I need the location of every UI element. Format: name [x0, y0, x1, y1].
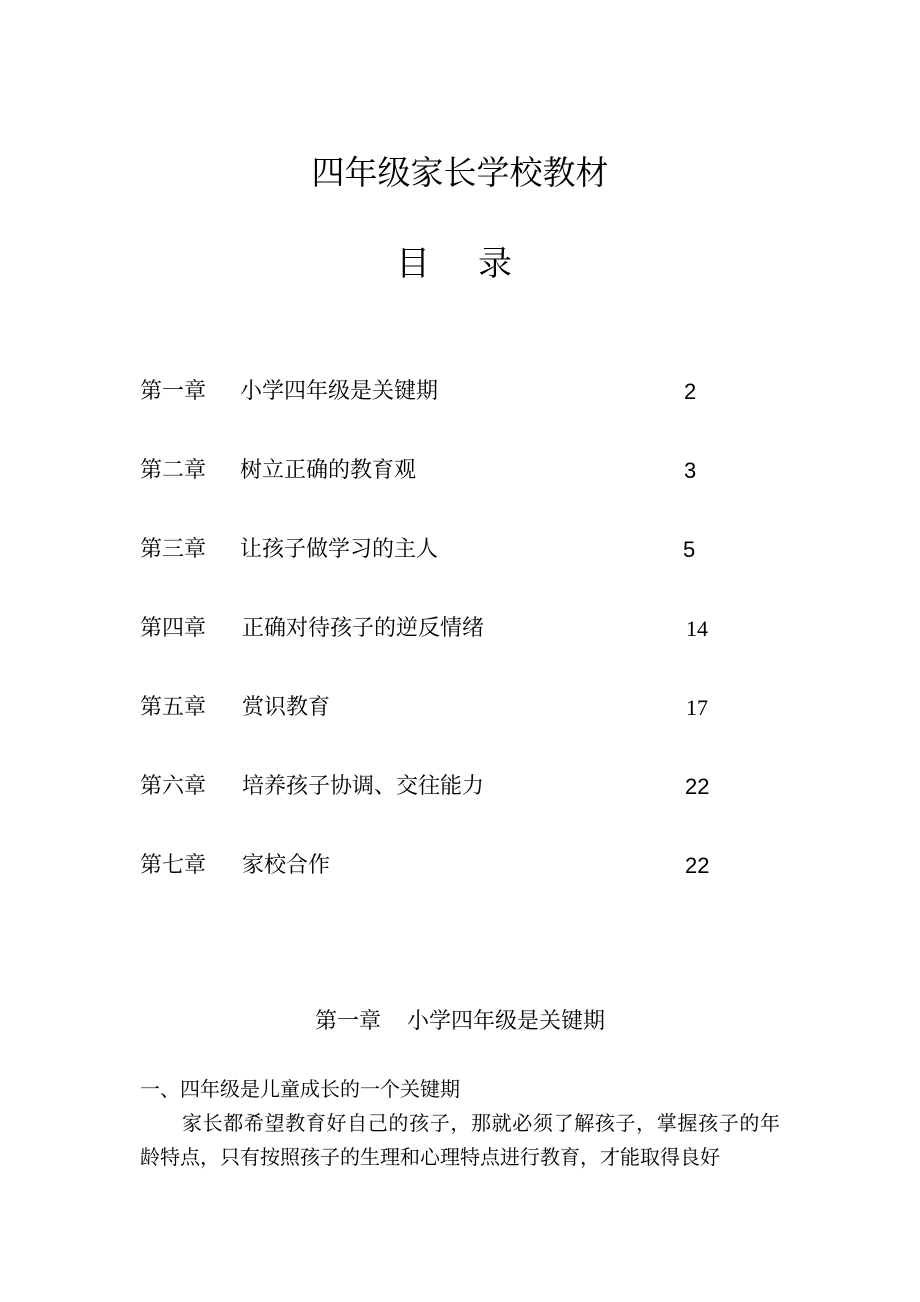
- toc-chapter-name: 让孩子做学习的主人: [240, 537, 439, 562]
- toc-entry-7[interactable]: [140, 848, 740, 927]
- toc-entry-6[interactable]: [140, 769, 740, 848]
- toc-chapter-label: 第五章: [140, 695, 207, 720]
- toc-heading: [0, 241, 920, 287]
- toc-chapter-name: 树立正确的教育观: [240, 458, 417, 483]
- toc-page-number: 17: [686, 695, 708, 720]
- section-heading: 一、四年级是儿童成长的一个关键期: [140, 1077, 460, 1101]
- toc-chapter-name: 小学四年级是关键期: [240, 379, 439, 404]
- table-of-contents: [140, 374, 740, 927]
- toc-heading-right: 录: [478, 244, 524, 284]
- toc-page-number: 22: [685, 853, 710, 878]
- toc-entry-5[interactable]: [140, 690, 740, 769]
- toc-chapter-name: 赏识教育: [242, 695, 331, 720]
- toc-chapter-label: 第七章: [140, 853, 207, 878]
- toc-page-number: 2: [684, 379, 697, 404]
- toc-heading-left: 目: [396, 244, 442, 284]
- toc-chapter-name: 正确对待孩子的逆反情绪: [242, 616, 485, 641]
- chapter-heading: [0, 1004, 920, 1040]
- toc-page-number: 3: [684, 458, 697, 483]
- toc-chapter-name: 培养孩子协调、交往能力: [242, 774, 485, 799]
- chapter-heading-label: 第一章: [314, 1009, 381, 1034]
- toc-chapter-label: 第四章: [140, 616, 207, 641]
- toc-chapter-label: 第三章: [140, 537, 207, 562]
- toc-entry-2[interactable]: [140, 453, 740, 532]
- toc-chapter-label: 第一章: [140, 379, 207, 404]
- toc-page-number: 22: [685, 774, 710, 799]
- toc-entry-1[interactable]: [140, 374, 740, 453]
- toc-chapter-label: 第六章: [140, 774, 207, 799]
- toc-page-number: 14: [686, 616, 708, 641]
- toc-entry-4[interactable]: [140, 611, 740, 690]
- document-title: 四年级家长学校教材: [311, 153, 609, 192]
- chapter-heading-title: 小学四年级是关键期: [407, 1009, 606, 1034]
- toc-chapter-label: 第二章: [140, 458, 207, 483]
- body-paragraph: 家长都希望教育好自己的孩子，那就必须了解孩子，掌握孩子的年龄特点，只有按照孩子的生理和心理特点进行教育，才能取得良好: [140, 1111, 780, 1169]
- toc-page-number: 5: [683, 537, 696, 562]
- toc-chapter-name: 家校合作: [242, 853, 331, 878]
- toc-entry-3[interactable]: [140, 532, 740, 611]
